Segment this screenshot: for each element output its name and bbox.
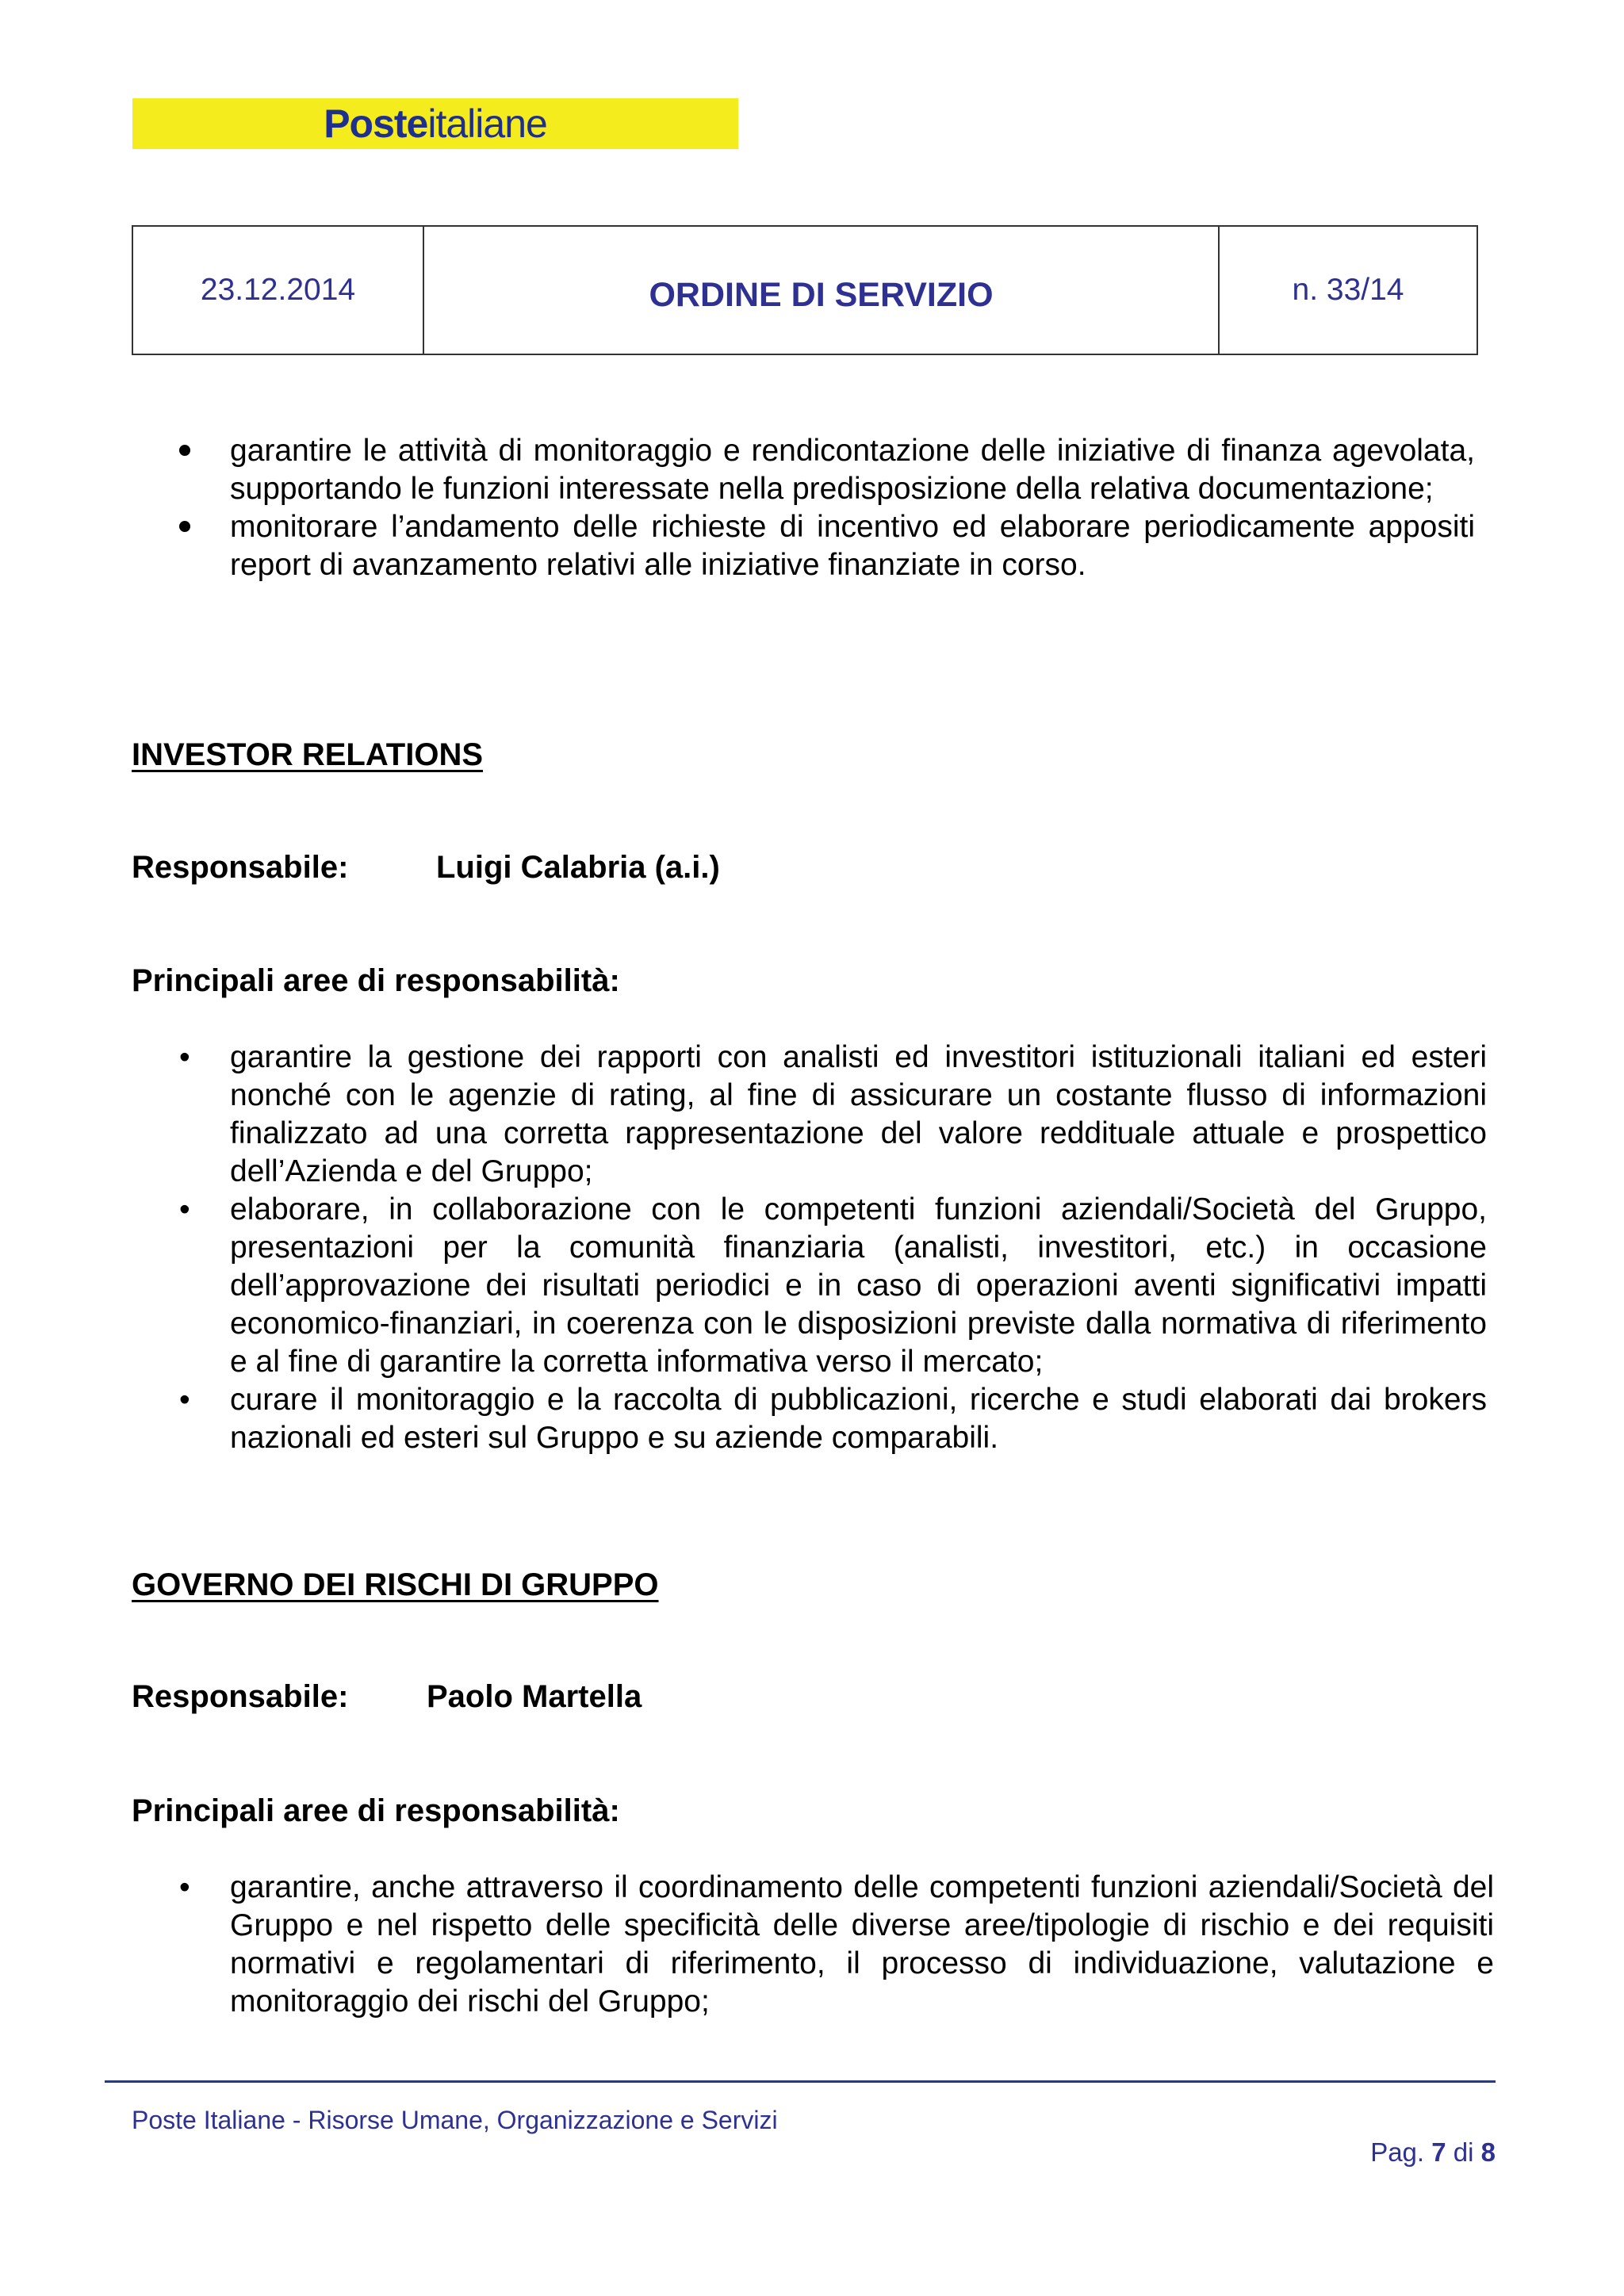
page-separator: di (1453, 2137, 1474, 2167)
header-table (132, 225, 1478, 355)
list-item (132, 1039, 1487, 1191)
list-item (132, 508, 1475, 584)
section-investor-relations (132, 737, 1496, 773)
responsabile-line (132, 1679, 1496, 1715)
responsabile-line (132, 850, 1496, 886)
page-current: 7 (1431, 2137, 1446, 2167)
list-item (132, 1191, 1487, 1381)
responsabile-name: Luigi Calabria (a.i.) (436, 850, 720, 885)
header-title: ORDINE DI SERVIZIO (424, 227, 1220, 354)
footer-divider (105, 2080, 1496, 2083)
page-prefix: Pag. (1370, 2137, 1425, 2167)
logo-text-regular: italiane (427, 101, 547, 146)
section-2-bullet-list (132, 1869, 1494, 2021)
list-item-text: garantire la gestione dei rapporti con analisti ed investitori istituzionali italiani ed esteri nonché con le agenzie di rating, al fine di assicurare un costante flusso di informazioni finalizzato ad una corretta rappresentazione del valore reddituale attuale e prospettico dell’Azienda e del Gruppo; (230, 1040, 1487, 1188)
areas-title: Principali aree di responsabilità: (132, 1793, 620, 1828)
list-item-text: curare il monitoraggio e la raccolta di pubblicazioni, ricerche e studi elaborati dai brokers nazionali ed esteri sul Gruppo e su aziende comparabili. (230, 1383, 1487, 1455)
section-2-bullets-block (132, 1869, 1494, 2021)
bullet-dot-icon (179, 432, 203, 470)
bullet-mark: • (179, 1040, 190, 1074)
areas-title: Principali aree di responsabilità: (132, 963, 620, 998)
footer-organization: Poste Italiane - Risorse Umane, Organizzazione e Servizi (132, 2106, 778, 2134)
list-item-text: garantire le attività di monitoraggio e rendicontazione delle iniziative di finanza agevolata, supportando le funzioni interessate nella predisposizione della relativa documentazione; (230, 434, 1475, 506)
section-1-bullet-list (132, 1039, 1487, 1457)
bullet-dot-icon (179, 508, 203, 546)
header-number: n. 33/14 (1292, 273, 1404, 307)
section-1-bullets-block (132, 1039, 1487, 1457)
poste-italiane-logo (132, 98, 738, 149)
logo-text-bold: Poste (324, 101, 428, 146)
list-item (132, 1869, 1494, 2021)
section-title: INVESTOR RELATIONS (132, 737, 484, 772)
responsabile-label: Responsabile: (132, 1679, 349, 1714)
page-indicator (1370, 2137, 1496, 2168)
responsabile-label: Responsabile: (132, 850, 349, 885)
bullet-mark: • (179, 1383, 190, 1417)
list-item-text: monitorare l’andamento delle richieste di incentivo ed elaborare periodicamente appositi report di avanzamento relativi alle iniziative finanziate in corso. (230, 510, 1475, 582)
list-item-text: elaborare, in collaborazione con le competenti funzioni aziendali/Società del Gruppo, presentazioni per la comunità finanziaria (analisti, investitori, etc.) in occasione dell’approvazione dei risultati periodici e in caso di operazioni aventi significativi impatti economico-finanziari, in coerenza con le disposizioni previste dalla normativa di riferimento e al fine di garantire la corretta informativa verso il mercato; (230, 1192, 1487, 1379)
intro-bullets-block (132, 432, 1475, 584)
intro-bullet-list (132, 432, 1475, 584)
section-governo-rischi (132, 1567, 1496, 1603)
header-date: 23.12.2014 (133, 227, 424, 354)
page-total: 8 (1480, 2137, 1496, 2167)
bullet-mark: • (179, 1192, 190, 1226)
list-item (132, 1381, 1487, 1457)
responsabile-name: Paolo Martella (427, 1679, 642, 1714)
bullet-mark: • (179, 1870, 190, 1904)
section-title: GOVERNO DEI RISCHI DI GRUPPO (132, 1567, 659, 1602)
list-item-text: garantire, anche attraverso il coordinamento delle competenti funzioni aziendali/Società del Gruppo e nel rispetto delle specificità delle diverse aree/tipologie di rischio e dei requisiti normativi e regolamentari di riferimento, il processo di individuazione, valutazione e monitoraggio dei rischi del Gruppo; (230, 1870, 1494, 2019)
list-item (132, 432, 1475, 508)
